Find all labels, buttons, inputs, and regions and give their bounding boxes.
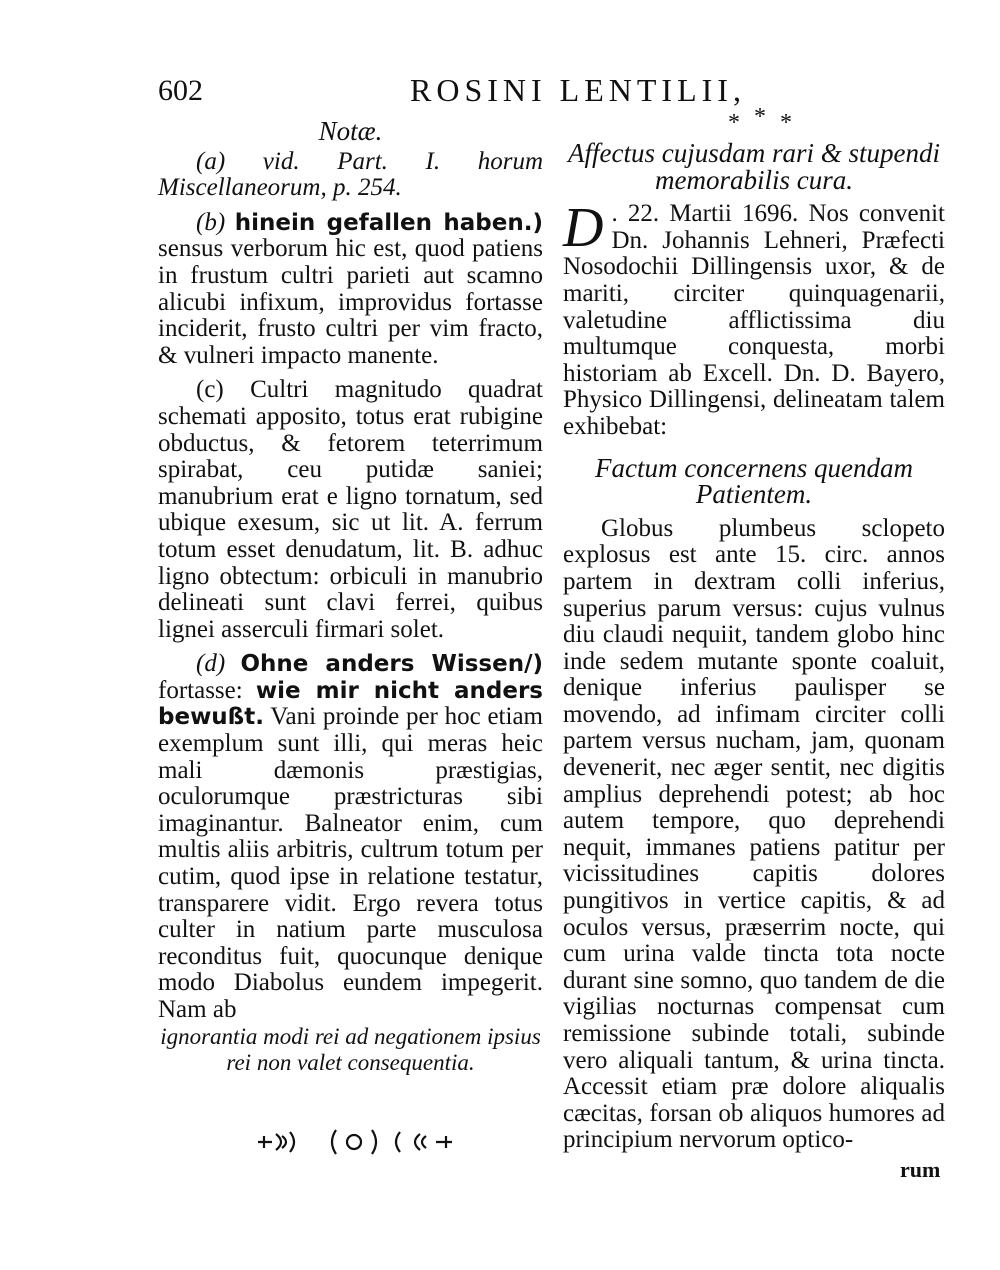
note-d-mid: fortasse:	[158, 676, 243, 704]
note-b-text: sensus verborum hic est, quod patiens in frustum cultri parieti aut scamno alicubi infixum, improvidus fortasse inciderit, frusto cultri per vim fracto, & vulneri impacto manente.	[158, 235, 543, 369]
page-number: 602	[158, 74, 203, 107]
catchword: rum	[900, 1157, 941, 1182]
star-top-icon: *	[754, 104, 766, 130]
intro-text: . 22. Martii 1696. Nos convenit Dn. Johannis Lehneri, Præfecti Nosodochii Dillingensis uxor, & de mariti, circiter quinquagenarii, valetudine afflictissima diu multumque conquesta, morbi historiam ab Excell. Dn. D. Bayero, Physico Dillingensi, delineatam talem exhibebat:	[563, 200, 945, 440]
intro-paragraph	[563, 197, 945, 440]
running-header	[158, 72, 958, 112]
note-b-label: (b)	[196, 208, 226, 236]
note-d	[158, 651, 543, 1023]
note-a: (a) vid. Part. I. horum Miscellaneorum, p. 254.	[158, 147, 543, 202]
body-paragraph: Globus plumbeus sclopeto explosus est ante 15. circ. annos partem in dextram colli inferius, superius parum versus: cujus vulnus diu claudi nequiit, tandem globo hinc inde sedem mutante sponte coaluit, denique inferius paulisper se movendo, ad infimam circiter colli partem versus nucham, jam, quonam devenerit, nec æger sentit, nec digitis amplius deprehendi potest; ab hoc autem tempore, quo deprehendi nequit, immanes patiens patitur per vicissitudines capitis dolores pungitivos in vertice capitis, & ad oculos versus, præserrim nocte, qui cum urina valde tincta tota nocte durant sine somno, quo tandem de die vigilias nocturnas compensat cum remissione subinde totali, subinde vero aliquali tantum, & urina tincta. Accessit etiam præ dolore aliqualis cæcitas, forsan ob aliquos humores ad principium nervorum optico-	[563, 514, 945, 1154]
ornament-icon	[250, 1122, 460, 1162]
note-d-german-2: wie mir nicht anders bewußt.	[158, 677, 544, 731]
note-d-end: ignorantia modi rei ad negationem ipsius rei non valet consequentia.	[160, 1023, 541, 1076]
article-title: Affectus cujusdam rari & stupendi memorabilis cura.	[568, 138, 940, 195]
note-b-german: hinein gefallen haben.)	[234, 209, 543, 236]
note-b	[158, 210, 543, 370]
running-title: ROSINI LENTILII,	[410, 72, 746, 108]
right-column	[563, 140, 945, 1154]
note-d-text: Vani proinde per hoc etiam exemplum sunt illi, qui meras heic mali dæmonis præstigias, oculorumque præstricturas sibi imaginantur. Balneator enim, cum multis aliis arbitris, cultrum totum per cutim, quod ipse in relatione testatur, transparere vidit. Ergo revera totus culter in natium parte musculosa reconditus fuit, quocunque denique modo Diabolus eundem impegerit. Nam ab	[158, 703, 543, 1023]
star-left-icon: *	[728, 110, 740, 136]
left-column	[158, 118, 543, 1077]
drop-cap: D	[563, 197, 604, 260]
note-c: (c) Cultri magnitudo quadrat schemati apposito, totus erat rubigine obductus, & fetorem teterrimum spirabat, ceu putidæ saniei; manubrium erat e ligno tornatum, sed ubique exesum, sic ut lit. A. ferrum totum esset denudatum, lit. B. adhuc ligno obtectum: orbiculi in manubrio delineati sunt clavi ferrei, quibus lignei asserculi firmari solet.	[158, 376, 543, 643]
note-d-german-1: Ohne anders Wissen/)	[240, 651, 543, 678]
article-subtitle: Factum concernens quendam Patientem.	[595, 452, 913, 510]
star-right-icon: *	[780, 110, 792, 136]
notes-heading: Notæ.	[318, 116, 383, 146]
note-d-label: (d)	[196, 650, 226, 678]
